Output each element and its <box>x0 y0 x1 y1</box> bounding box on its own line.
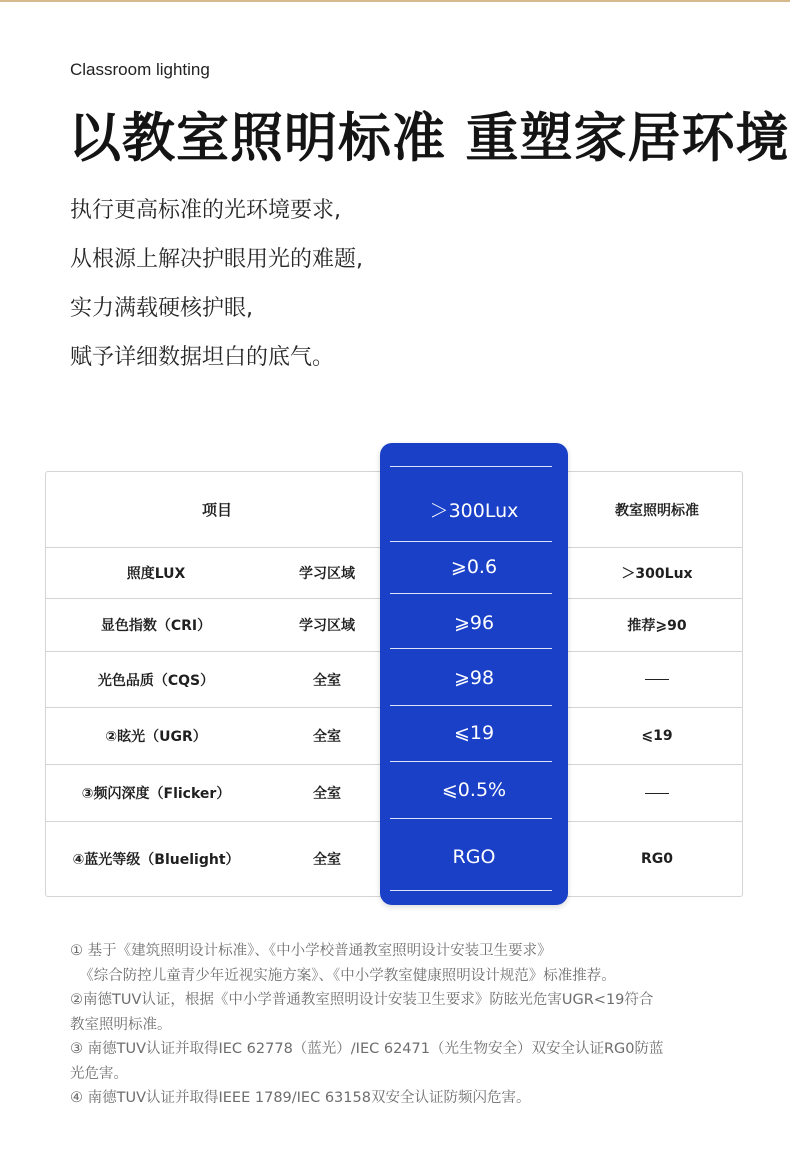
dash-icon <box>645 679 669 680</box>
divider <box>390 648 552 649</box>
footnotes <box>70 939 750 1111</box>
intro-text <box>70 193 363 389</box>
divider <box>390 466 552 467</box>
row-item: 显色指数（CRI） <box>100 618 212 634</box>
intro-line: 从根源上解决护眼用光的难题, <box>70 247 363 272</box>
footnote-line: ④ 南德TUV认证并取得IEEE 1789/IEC 63158双安全认证防频闪危害。 <box>70 1090 531 1106</box>
footnote-line: 教室照明标准。 <box>70 1016 172 1033</box>
row-area: 全室 <box>313 852 341 868</box>
top-accent-rule <box>0 0 790 2</box>
row-area: 全室 <box>313 786 341 802</box>
row-standard: RG0 <box>640 851 673 867</box>
footnote-line: ③ 南德TUV认证并取得IEC 62778（蓝光）/IEC 62471（光生物安全）双安全认证RG0防蓝 <box>70 1041 664 1057</box>
row-area: 学习区域 <box>299 565 355 582</box>
intro-line: 执行更高标准的光环境要求, <box>70 198 341 223</box>
product-header-value: ＞300Lux <box>429 500 519 522</box>
divider <box>390 761 552 762</box>
product-value: ⩾98 <box>453 667 495 689</box>
row-standard: ⩽19 <box>641 728 673 744</box>
dash-icon <box>645 793 669 794</box>
footnote-line: ① 基于《建筑照明设计标准》、《中小学校普通教室照明设计安装卫生要求》 <box>70 943 552 959</box>
row-standard-empty <box>572 765 742 821</box>
product-value: ⩽19 <box>453 722 495 744</box>
divider <box>390 705 552 706</box>
product-value: ⩾0.6 <box>450 556 498 578</box>
divider <box>390 818 552 819</box>
divider <box>390 890 552 891</box>
intro-line: 赋予详细数据坦白的底气。 <box>70 345 335 370</box>
row-area: 全室 <box>313 672 341 689</box>
row-area: 学习区域 <box>299 618 355 634</box>
divider <box>390 541 552 542</box>
product-value: ⩾96 <box>453 612 495 634</box>
product-highlight-column <box>380 443 568 905</box>
footnote-line: 光危害。 <box>70 1065 128 1082</box>
row-area: 全室 <box>313 729 341 745</box>
eyebrow-label: Classroom lighting <box>70 60 210 79</box>
footnote-line: ②南德TUV认证，根据《中小学普通教室照明设计安装卫生要求》防眩光危害UGR<19符合 <box>70 992 654 1008</box>
row-item: ②眩光（UGR） <box>105 729 207 745</box>
header-standard: 教室照明标准 <box>615 502 699 519</box>
row-item: ④蓝光等级（Bluelight） <box>72 852 240 868</box>
row-standard: 推荐⩾90 <box>627 618 687 634</box>
product-value: ⩽0.5% <box>441 779 507 801</box>
divider <box>390 593 552 594</box>
intro-line: 实力满载硬核护眼, <box>70 296 253 321</box>
row-standard: ＞300Lux <box>621 565 693 582</box>
row-item: 光色品质（CQS） <box>97 672 215 689</box>
page-headline: 以教室照明标准 重塑家居环境 <box>68 108 790 169</box>
footnote-line: 《综合防控儿童青少年近视实施方案》、《中小学教室健康照明设计规范》标准推荐。 <box>70 967 616 984</box>
product-value: RGO <box>452 846 496 868</box>
row-standard-empty <box>572 652 742 707</box>
header-item: 项目 <box>201 501 232 519</box>
row-item: 照度LUX <box>126 565 186 582</box>
row-item: ③频闪深度（Flicker） <box>81 786 231 802</box>
